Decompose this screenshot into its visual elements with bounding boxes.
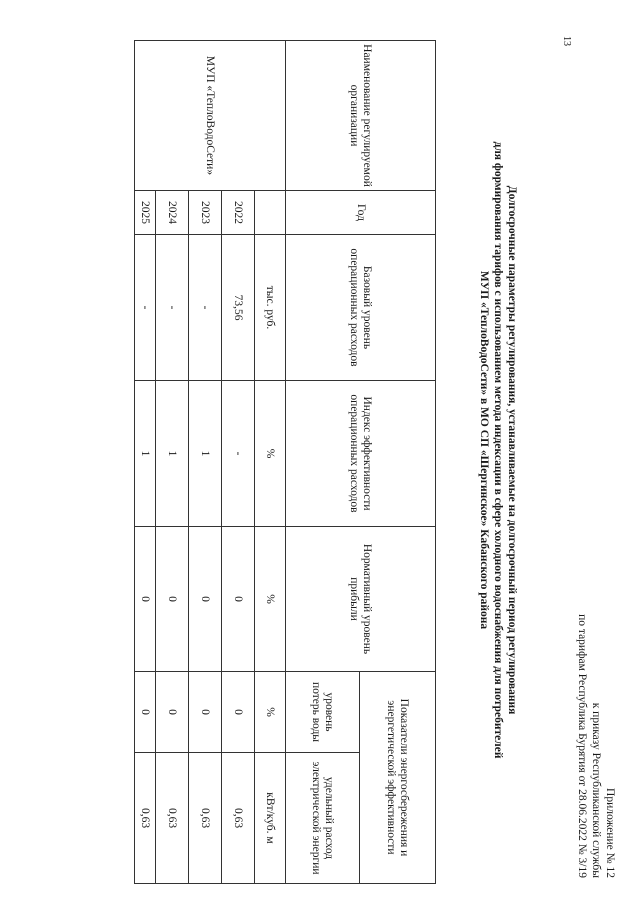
unit-year bbox=[255, 191, 286, 235]
header-loss: уровень потерь воды bbox=[286, 672, 360, 753]
title-line: МУП «ТеплоВодоСети» в МО СП «Шергинское» Кабанского района bbox=[478, 270, 490, 630]
appendix-line: Приложение № 12 bbox=[604, 788, 616, 878]
unit-loss: % bbox=[255, 672, 286, 753]
cell-base: - bbox=[189, 235, 222, 381]
cell-profit: 0 bbox=[222, 527, 255, 672]
header-energy: Показатели энергосбережения и энергетической эффективности bbox=[360, 672, 436, 884]
title-line: для формирования тарифов с использованием метода индексации в сфере холодного водоснабжения для потребителей bbox=[492, 141, 504, 759]
appendix-line: к приказу Республиканской службы bbox=[590, 702, 602, 878]
cell-base: 73,56 bbox=[222, 235, 255, 381]
cell-index: 1 bbox=[156, 381, 189, 527]
cell-loss: 0 bbox=[135, 672, 156, 753]
cell-index: 1 bbox=[135, 381, 156, 527]
cell-loss: 0 bbox=[222, 672, 255, 753]
header-org: Наименование регулируемой организации bbox=[286, 41, 436, 191]
cell-power: 0,63 bbox=[189, 753, 222, 884]
cell-loss: 0 bbox=[189, 672, 222, 753]
cell-year: 2023 bbox=[189, 191, 222, 235]
unit-base: тыс. руб. bbox=[255, 235, 286, 381]
header-base: Базовый уровень операционных расходов bbox=[286, 235, 436, 381]
unit-profit: % bbox=[255, 527, 286, 672]
header-power: удельный расход электрической энергии bbox=[286, 753, 360, 884]
unit-power: кВт/куб. м bbox=[255, 753, 286, 884]
title-line: Долгосрочные параметры регулирования, устанавливаемые на долгосрочный период регулирования bbox=[506, 185, 518, 715]
cell-year: 2022 bbox=[222, 191, 255, 235]
header-year: Год bbox=[286, 191, 436, 235]
cell-base: - bbox=[135, 235, 156, 381]
cell-power: 0,63 bbox=[156, 753, 189, 884]
cell-power: 0,63 bbox=[135, 753, 156, 884]
document-title bbox=[477, 20, 519, 880]
page-number: 13 bbox=[561, 36, 572, 46]
document-sheet bbox=[15, 20, 615, 880]
cell-profit: 0 bbox=[135, 527, 156, 672]
unit-index: % bbox=[255, 381, 286, 527]
parameters-table bbox=[134, 40, 436, 884]
units-row bbox=[255, 41, 286, 884]
cell-year: 2024 bbox=[156, 191, 189, 235]
cell-index: 1 bbox=[189, 381, 222, 527]
cell-profit: 0 bbox=[189, 527, 222, 672]
appendix-line: по тарифам Республика Бурятия от 28.06.2022 № 3/19 bbox=[576, 614, 588, 878]
appendix-header bbox=[575, 458, 617, 878]
cell-base: - bbox=[156, 235, 189, 381]
cell-index: - bbox=[222, 381, 255, 527]
cell-profit: 0 bbox=[156, 527, 189, 672]
cell-power: 0,63 bbox=[222, 753, 255, 884]
header-profit: Нормативный уровень прибыли bbox=[286, 527, 436, 672]
header-index: Индекс эффективности операционных расходов bbox=[286, 381, 436, 527]
header-row bbox=[360, 41, 436, 884]
cell-loss: 0 bbox=[156, 672, 189, 753]
org-name-cell: МУП «ТеплоВодоСети» bbox=[135, 41, 286, 191]
cell-year: 2025 bbox=[135, 191, 156, 235]
